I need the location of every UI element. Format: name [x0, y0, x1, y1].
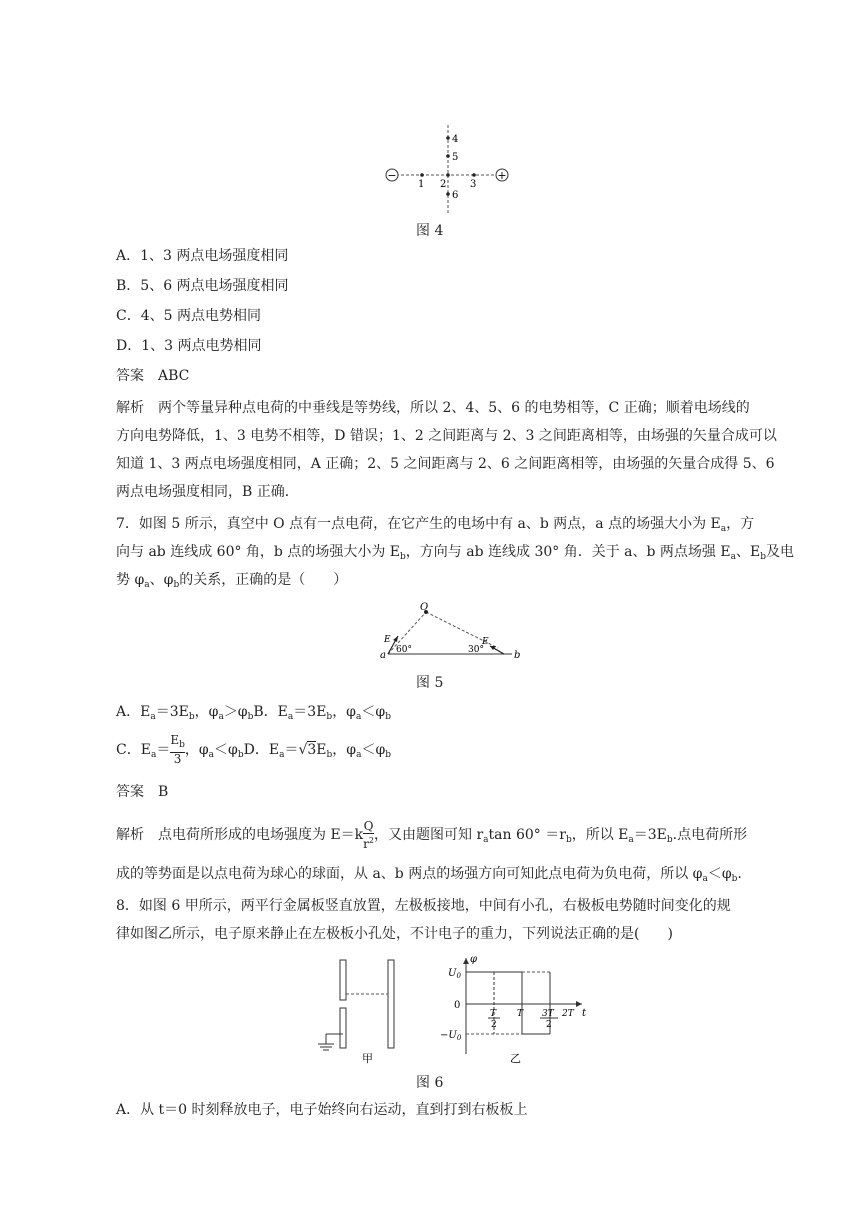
point-o-label: O: [420, 602, 429, 613]
q6-analysis-3: 知道 1、3 两点电场强度相同，A 正确；2、5 之间距离与 2、6 之间距离相等，由场强的矢量合成得 5、6: [116, 456, 775, 472]
q8-stem-2: 律如图乙所示，电子原来静止在左极板小孔处，不计电子的重力，下列说法正确的是( ): [116, 926, 673, 942]
figure-6-svg: [310, 954, 590, 1064]
figure-4: [382, 125, 512, 215]
fraction-eb-over-3: $\frac{E_b}{3}$: [170, 733, 185, 766]
label-yi: 乙: [510, 1052, 521, 1064]
three-t-half-num: 3T: [542, 1009, 554, 1019]
q7-stem-2: 向与 ab 连线成 60° 角，b 点的场强大小为 $E_b$，方向与 ab 连线成 30° 角．关于 a、b 两点场强 $E_a$、$E_b$及电: [116, 544, 794, 562]
q6-analysis-1: 解析 两个等量异种点电荷的中垂线是等势线，所以 2、4、5、6 的电势相等，C 正确；顺着电场线的: [116, 400, 750, 416]
point-label-5: 5: [452, 152, 459, 163]
q7-stem-1: 7．如图 5 所示，真空中 O 点有一点电荷，在它产生的电场中有 a、b 两点，a 点的场强大小为 $E_a$，方: [116, 516, 755, 534]
t-half-num: T: [490, 1009, 497, 1019]
q6-answer: 答案 ABC: [116, 368, 190, 384]
angle-30-label: 30°: [468, 645, 484, 655]
point-label-1: 1: [418, 179, 425, 190]
figure-4-svg: [382, 125, 512, 215]
phi-axis-label: φ: [470, 954, 478, 965]
figure-6: [310, 954, 590, 1064]
zero-label: 0: [454, 1000, 461, 1011]
point-label-2: 2: [440, 179, 447, 190]
q7-options-cd: C．$E_a=$ $\frac{E_b}{3}$ ，$\varphi_a<\varphi_bD$．$E_a=√3E_b$，$\varphi_a<\varphi_b$: [116, 733, 392, 766]
ea-label: E: [384, 635, 391, 645]
pos-charge-sign: +: [497, 169, 507, 182]
q6-analysis-2: 方向电势降低，1、3 电势不相等，D 错误；1、2 之间距离与 2、3 之间距离相等，由场强的矢量合成可以: [116, 428, 777, 444]
point-a-label: a: [380, 650, 386, 661]
figure-5-caption: 图 5: [416, 675, 444, 691]
figure-5: [380, 600, 520, 662]
q7-stem-3: 势 $\varphi_a$、$\varphi_b$的关系，正确的是（ ）: [116, 572, 348, 590]
q8-stem-1: 8．如图 6 甲所示，两平行金属板竖直放置，左极板接地，中间有小孔，右极板电势随时间变化的规: [116, 898, 731, 914]
three-t-half-den: 2: [546, 1020, 552, 1030]
neg-charge-sign: −: [387, 169, 397, 182]
q7-analysis-2: 成的等势面是以点电荷为球心的球面，从 a、b 两点的场强方向可知此点电荷为负电荷，所以 $\varphi_a<\varphi_b$.: [116, 866, 742, 884]
fraction-q-over-r2: $\frac{Q}{r^2}$: [363, 818, 374, 851]
figure-5-svg: [380, 600, 520, 662]
eb-label: E: [482, 637, 489, 647]
q6-option-a: A．1、3 两点电场强度相同: [116, 248, 289, 264]
u0-label: $U_0$: [448, 968, 461, 980]
point-label-4: 4: [452, 134, 459, 145]
t-half-den: 2: [491, 1020, 497, 1030]
point-b-label: b: [514, 650, 520, 661]
figure-4-caption: 图 4: [416, 223, 444, 239]
neg-u0-label: $-U_0$: [440, 1030, 462, 1042]
angle-60-label: 60°: [396, 645, 412, 655]
two-t-label: 2T: [562, 1009, 574, 1019]
point-label-6: 6: [452, 190, 459, 201]
q6-option-c: C．4、5 两点电势相同: [116, 308, 261, 324]
q8-option-a: A．从 t＝0 时刻释放电子，电子始终向右运动，直到打到右板板上: [116, 1102, 528, 1118]
t-label: T: [517, 1009, 524, 1019]
q7-answer: 答案 B: [116, 784, 169, 800]
q6-option-d: D．1、3 两点电势相同: [116, 338, 262, 354]
label-jia: 甲: [362, 1052, 373, 1064]
point-label-3: 3: [470, 179, 477, 190]
t-axis-label: t: [582, 1008, 587, 1019]
q6-option-b: B．5、6 两点电场强度相同: [116, 278, 289, 294]
q7-options-ab: A．$E_a=3E_b$，$\varphi_a>\varphi_bB$．$E_a=3E_b$，$\varphi_a<\varphi_b$: [116, 704, 391, 722]
q6-analysis-4: 两点电场强度相同，B 正确．: [116, 484, 299, 500]
figure-6-caption: 图 6: [416, 1075, 444, 1091]
q7-analysis-1: 解析 点电荷所形成的电场强度为 E＝k $\frac{Q}{r^2}$ ，又由题图可知 $r_a\tan$ $60^\circ =r_b$，所以 $E_a=3E_b$.点电荷所形: [116, 818, 748, 851]
sqrt-sign: √: [298, 742, 308, 758]
